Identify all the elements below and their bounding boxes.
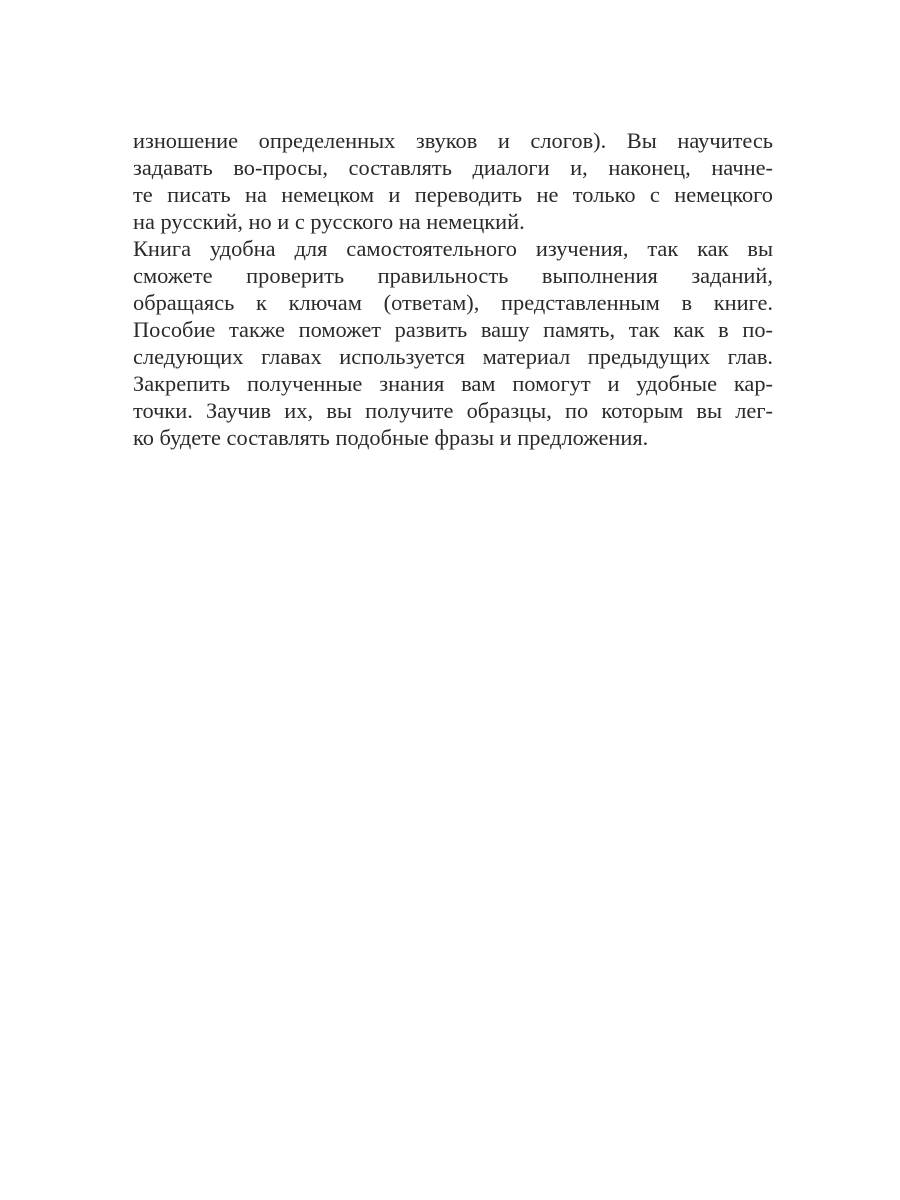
body-text [133,127,773,451]
text-line: изношение определенных звуков и слогов). Вы научитесь [133,128,773,153]
text-line: задавать во-просы, составлять диалоги и, наконец, начне- [133,155,773,180]
text-line: те писать на немецком и переводить не только с немецкого [133,182,773,207]
text-line: Закрепить полученные знания вам помогут и удобные кар- [133,371,773,396]
text-line: ко будете составлять подобные фразы и предложения. [133,425,649,450]
text-line: Пособие также поможет развить вашу память, так как в по- [133,317,773,342]
text-line: сможете проверить правильность выполнения заданий, [133,263,773,288]
text-line: Книга удобна для самостоятельного изучения, так как вы [133,236,773,261]
text-line: обращаясь к ключам (ответам), представленным в книге. [133,290,773,315]
text-line: точки. Заучив их, вы получите образцы, по которым вы лег- [133,398,773,423]
text-line: следующих главах используется материал предыдущих глав. [133,344,773,369]
text-line: на русский, но и с русского на немецкий. [133,209,525,234]
